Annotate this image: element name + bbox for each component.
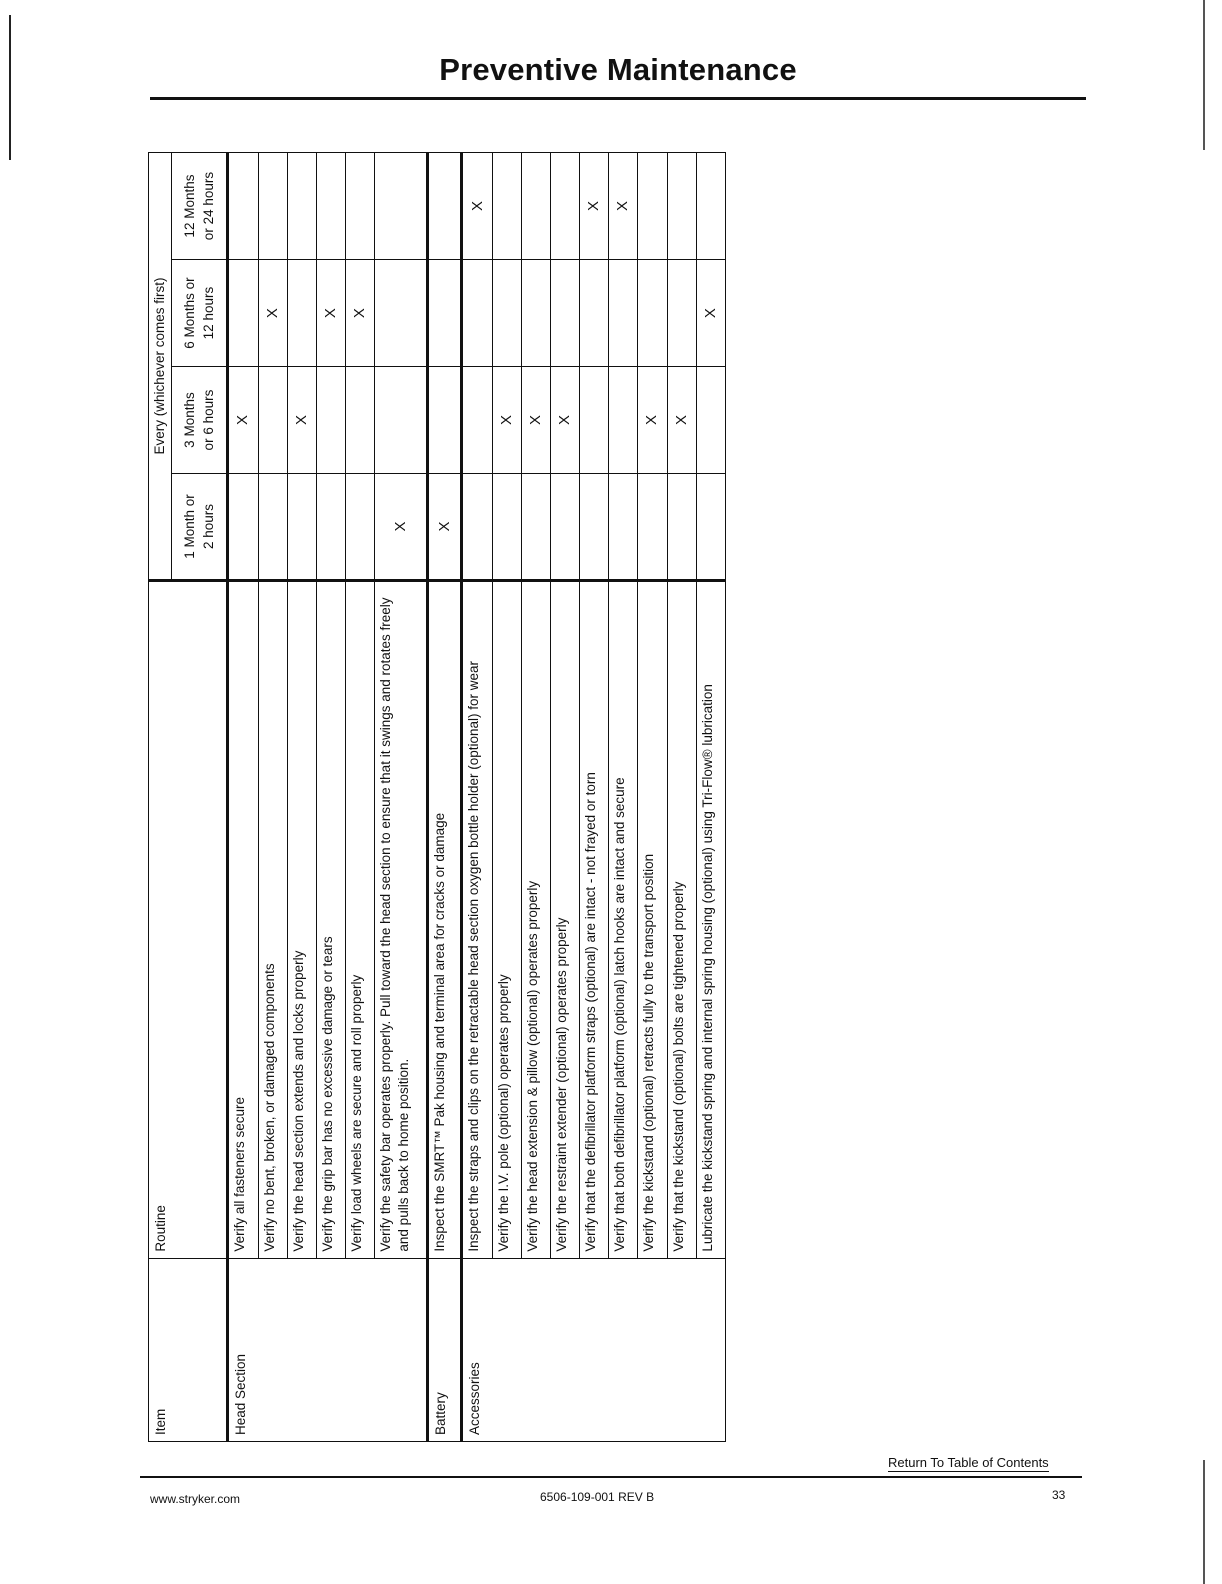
mark-cell: X [228, 367, 258, 474]
mark-cell [287, 153, 316, 260]
mark-cell [696, 367, 725, 474]
mark-cell [609, 367, 638, 474]
frequency-group-header: Every (whichever comes first) [149, 153, 172, 581]
table-row [375, 153, 428, 1442]
mark-cell [696, 474, 725, 581]
mark-cell [521, 153, 550, 260]
table-row [521, 153, 550, 1442]
mark-cell: X [638, 367, 667, 474]
mark-cell [551, 474, 580, 581]
frequency-header-6-months: 6 Months or 12 hours [172, 260, 228, 367]
mark-cell [375, 153, 428, 260]
mark-cell [580, 367, 609, 474]
mark-cell [375, 260, 428, 367]
mark-cell [696, 153, 725, 260]
mark-cell [492, 260, 521, 367]
mark-cell [375, 367, 428, 474]
routine-cell: Verify that the defibrillator platform straps (optional) are intact - not frayed or torn [580, 581, 609, 1259]
title-rule [150, 97, 1086, 100]
mark-cell [228, 153, 258, 260]
scan-edge-line-left [9, 15, 11, 160]
mark-cell [345, 153, 374, 260]
frequency-header-12-months: 12 Months or 24 hours [172, 153, 228, 260]
mark-cell: X [609, 153, 638, 260]
page-title: Preventive Maintenance [439, 52, 797, 87]
mark-cell [521, 260, 550, 367]
mark-cell [258, 367, 287, 474]
routine-cell: Verify that the kickstand (optional) bolts are tightened properly [667, 581, 696, 1259]
routine-cell: Verify the head extension & pillow (optional) operates properly [521, 581, 550, 1259]
mark-cell [345, 474, 374, 581]
mark-cell [609, 260, 638, 367]
mark-cell [667, 260, 696, 367]
item-cell-battery: Battery [428, 1258, 462, 1441]
scan-edge-line-right-bottom [1203, 1460, 1205, 1584]
routine-cell: Verify all fasteners secure [228, 581, 258, 1259]
mark-cell [492, 474, 521, 581]
mark-cell [462, 367, 492, 474]
mark-cell: X [521, 367, 550, 474]
mark-cell [521, 474, 550, 581]
mark-cell [316, 153, 345, 260]
table-row [462, 153, 492, 1442]
mark-cell: X [428, 474, 462, 581]
mark-cell: X [375, 474, 428, 581]
mark-cell [551, 260, 580, 367]
routine-cell: Lubricate the kickstand spring and internal spring housing (optional) using Tri-Flow® lubrication [696, 581, 725, 1259]
mark-cell: X [258, 260, 287, 367]
table-row [609, 153, 638, 1442]
mark-cell [428, 367, 462, 474]
maintenance-table [148, 152, 726, 1442]
mark-cell [345, 367, 374, 474]
mark-cell [428, 153, 462, 260]
table-row [258, 153, 287, 1442]
table-row [667, 153, 696, 1442]
mark-cell [258, 153, 287, 260]
mark-cell: X [580, 153, 609, 260]
table-row [228, 153, 258, 1442]
mark-cell [667, 474, 696, 581]
routine-cell: Verify the grip bar has no excessive damage or tears [316, 581, 345, 1259]
mark-cell [609, 474, 638, 581]
item-cell-head-section: Head Section [228, 1258, 428, 1441]
page-number: 33 [1052, 1488, 1066, 1502]
return-to-toc-link[interactable]: Return To Table of Contents [888, 1455, 1049, 1470]
mark-cell: X [696, 260, 725, 367]
mark-cell: X [287, 367, 316, 474]
mark-cell [462, 260, 492, 367]
footer-rule [140, 1476, 1082, 1478]
footer-website: www.stryker.com [150, 1492, 241, 1506]
table-row [580, 153, 609, 1442]
mark-cell [638, 474, 667, 581]
routine-cell: Inspect the SMRT™ Pak housing and terminal area for cracks or damage [428, 581, 462, 1259]
table-row [316, 153, 345, 1442]
mark-cell: X [492, 367, 521, 474]
mark-cell [580, 260, 609, 367]
routine-column-header: Routine [149, 581, 228, 1259]
item-cell-accessories: Accessories [462, 1258, 726, 1441]
mark-cell [492, 153, 521, 260]
mark-cell [580, 474, 609, 581]
routine-cell: Verify no bent, broken, or damaged components [258, 581, 287, 1259]
routine-cell: Verify that both defibrillator platform (optional) latch hooks are intact and secure [609, 581, 638, 1259]
mark-cell [638, 153, 667, 260]
table-row [287, 153, 316, 1442]
mark-cell [287, 474, 316, 581]
mark-cell [638, 260, 667, 367]
mark-cell [228, 260, 258, 367]
scan-edge-line-right-top [1203, 0, 1205, 150]
mark-cell [287, 260, 316, 367]
routine-cell: Verify load wheels are secure and roll properly [345, 581, 374, 1259]
item-column-header: Item [149, 1258, 228, 1441]
table-row [428, 153, 462, 1442]
mark-cell [462, 474, 492, 581]
table-row [492, 153, 521, 1442]
table-row [696, 153, 725, 1442]
mark-cell [667, 153, 696, 260]
mark-cell: X [462, 153, 492, 260]
mark-cell [428, 260, 462, 367]
mark-cell [228, 474, 258, 581]
maintenance-table-rotated [148, 152, 726, 1442]
mark-cell [551, 153, 580, 260]
mark-cell [316, 474, 345, 581]
routine-cell: Verify the kickstand (optional) retracts fully to the transport position [638, 581, 667, 1259]
frequency-header-1-month: 1 Month or 2 hours [172, 474, 228, 581]
mark-cell: X [667, 367, 696, 474]
mark-cell: X [316, 260, 345, 367]
routine-cell: Verify the safety bar operates properly. Pull toward the head section to ensure that it swings and rotates freely and pulls back to home position. [375, 581, 428, 1259]
mark-cell [258, 474, 287, 581]
mark-cell [316, 367, 345, 474]
mark-cell: X [551, 367, 580, 474]
routine-cell: Verify the head section extends and locks properly [287, 581, 316, 1259]
table-row [345, 153, 374, 1442]
mark-cell: X [345, 260, 374, 367]
maintenance-table-container [148, 152, 726, 1442]
table-row [551, 153, 580, 1442]
routine-cell: Inspect the straps and clips on the retractable head section oxygen bottle holder (optional) for wear [462, 581, 492, 1259]
routine-cell: Verify the restraint extender (optional) operates properly [551, 581, 580, 1259]
footer-doc-number: 6506-109-001 REV B [540, 1490, 655, 1504]
table-row [638, 153, 667, 1442]
routine-cell: Verify the I.V. pole (optional) operates properly [492, 581, 521, 1259]
frequency-header-3-months: 3 Months or 6 hours [172, 367, 228, 474]
